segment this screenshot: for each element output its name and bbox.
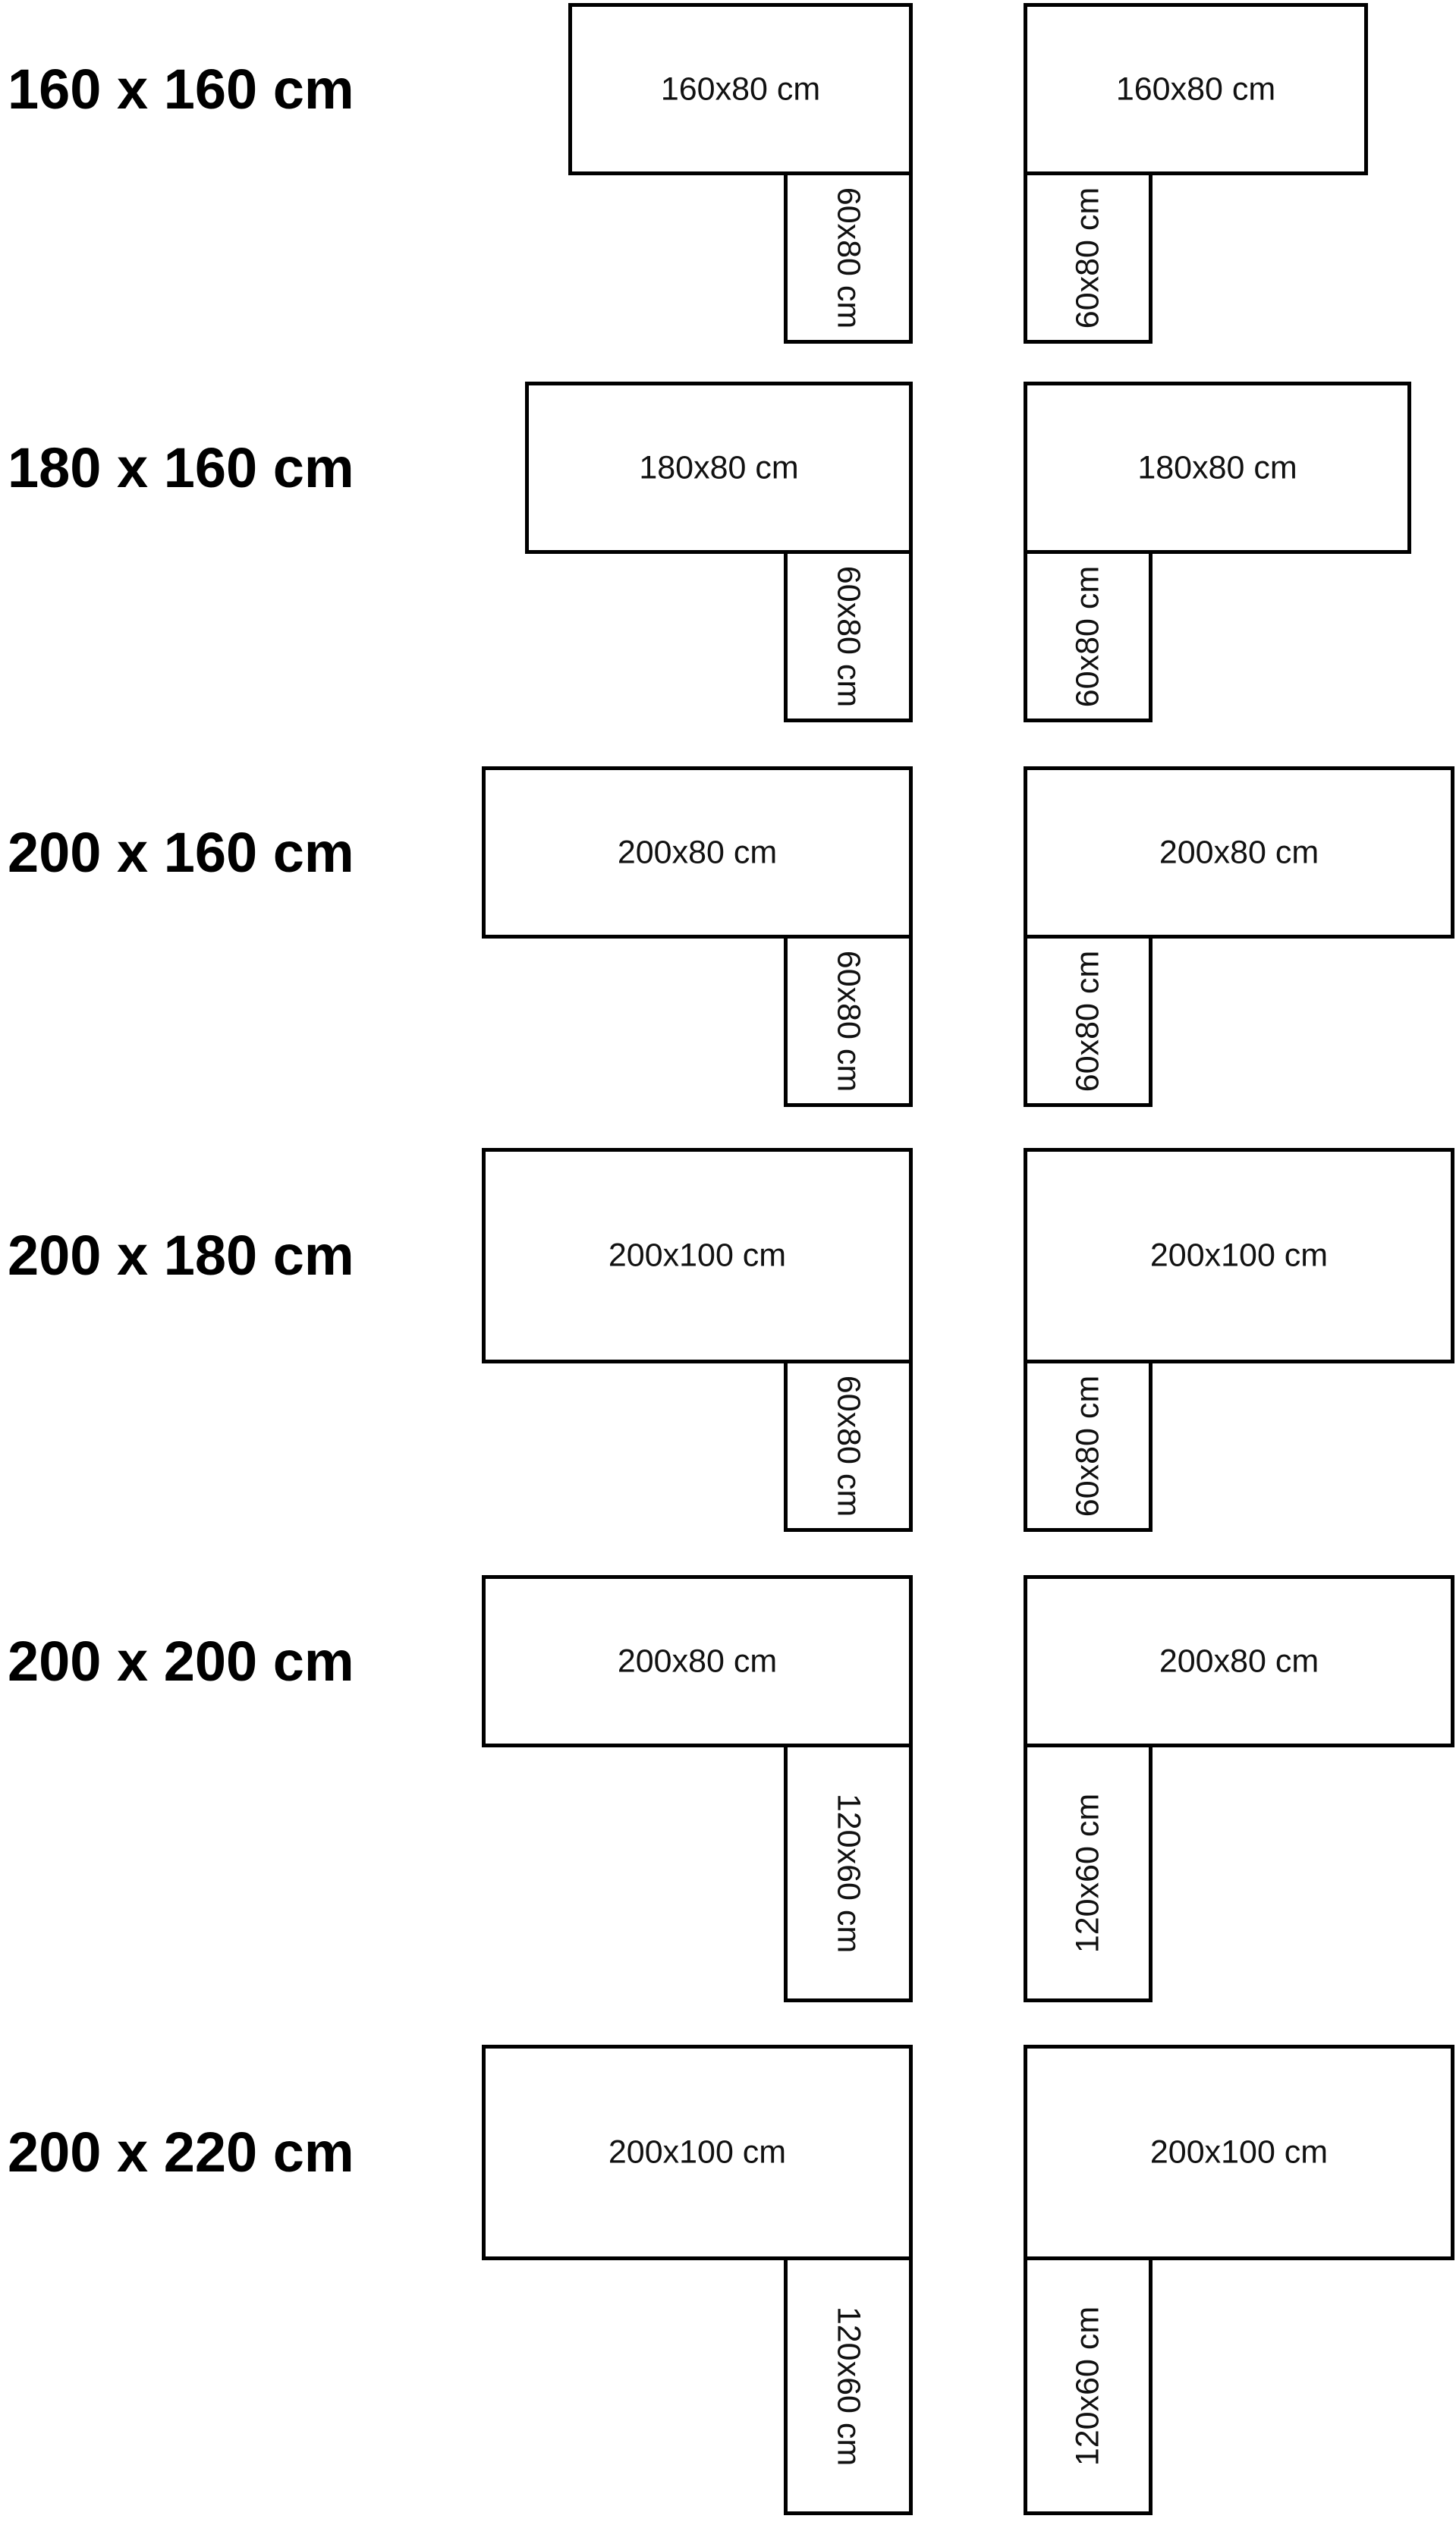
return-dimension-label: 120x60 cm bbox=[830, 2306, 867, 2466]
return-rect bbox=[784, 935, 913, 1107]
desktop-dimension-label: 200x80 cm bbox=[1159, 1643, 1319, 1679]
desktop-dimension-label: 200x100 cm bbox=[608, 1237, 787, 1274]
desktop-rect bbox=[1024, 3, 1368, 175]
return-rect bbox=[784, 1744, 913, 2002]
desktop-dimension-label: 180x80 cm bbox=[639, 449, 799, 486]
desktop-rect bbox=[525, 382, 913, 554]
desktop-rect bbox=[482, 766, 913, 939]
return-rect bbox=[1024, 550, 1153, 722]
return-dimension-label: 120x60 cm bbox=[1069, 1793, 1106, 1953]
return-dimension-label: 60x80 cm bbox=[1069, 950, 1106, 1092]
desktop-rect bbox=[1024, 1148, 1454, 1363]
return-dimension-label: 60x80 cm bbox=[1069, 1375, 1106, 1517]
return-dimension-label: 120x60 cm bbox=[1069, 2306, 1106, 2466]
desktop-dimension-label: 200x100 cm bbox=[1149, 1237, 1329, 1274]
return-rect bbox=[1024, 1744, 1153, 2002]
desktop-dimension-label: 200x100 cm bbox=[608, 2134, 787, 2171]
return-rect bbox=[1024, 1360, 1153, 1532]
return-dimension-label: 60x80 cm bbox=[830, 950, 867, 1092]
return-rect bbox=[784, 2256, 913, 2515]
desktop-dimension-label: 200x80 cm bbox=[617, 1643, 778, 1679]
row-size-label: 200 x 220 cm bbox=[8, 2121, 354, 2184]
return-dimension-label: 60x80 cm bbox=[1069, 565, 1106, 707]
return-rect bbox=[784, 1360, 913, 1532]
return-rect bbox=[1024, 171, 1153, 344]
return-dimension-label: 60x80 cm bbox=[1069, 187, 1106, 329]
row-size-label: 180 x 160 cm bbox=[8, 436, 354, 499]
desktop-rect bbox=[568, 3, 913, 175]
return-dimension-label: 60x80 cm bbox=[830, 187, 867, 329]
desktop-rect bbox=[482, 1575, 913, 1747]
desktop-rect bbox=[1024, 766, 1454, 939]
desktop-dimension-label: 200x80 cm bbox=[617, 834, 778, 870]
desktop-rect bbox=[1024, 2045, 1454, 2260]
return-rect bbox=[1024, 2256, 1153, 2515]
return-dimension-label: 120x60 cm bbox=[830, 1793, 867, 1953]
return-rect bbox=[784, 171, 913, 344]
desktop-rect bbox=[1024, 382, 1411, 554]
desktop-rect bbox=[1024, 1575, 1454, 1747]
desktop-dimension-label: 160x80 cm bbox=[660, 71, 821, 107]
return-dimension-label: 60x80 cm bbox=[830, 1375, 867, 1517]
row-size-label: 200 x 160 cm bbox=[8, 820, 354, 884]
return-dimension-label: 60x80 cm bbox=[830, 565, 867, 707]
desktop-dimension-label: 200x100 cm bbox=[1149, 2134, 1329, 2171]
desktop-dimension-label: 160x80 cm bbox=[1115, 71, 1276, 107]
desktop-dimension-label: 200x80 cm bbox=[1159, 834, 1319, 870]
desktop-rect bbox=[482, 1148, 913, 1363]
row-size-label: 160 x 160 cm bbox=[8, 57, 354, 121]
row-size-label: 200 x 200 cm bbox=[8, 1629, 354, 1693]
return-rect bbox=[784, 550, 913, 722]
desktop-dimension-label: 180x80 cm bbox=[1137, 449, 1297, 486]
return-rect bbox=[1024, 935, 1153, 1107]
desktop-rect bbox=[482, 2045, 913, 2260]
row-size-label: 200 x 180 cm bbox=[8, 1224, 354, 1287]
